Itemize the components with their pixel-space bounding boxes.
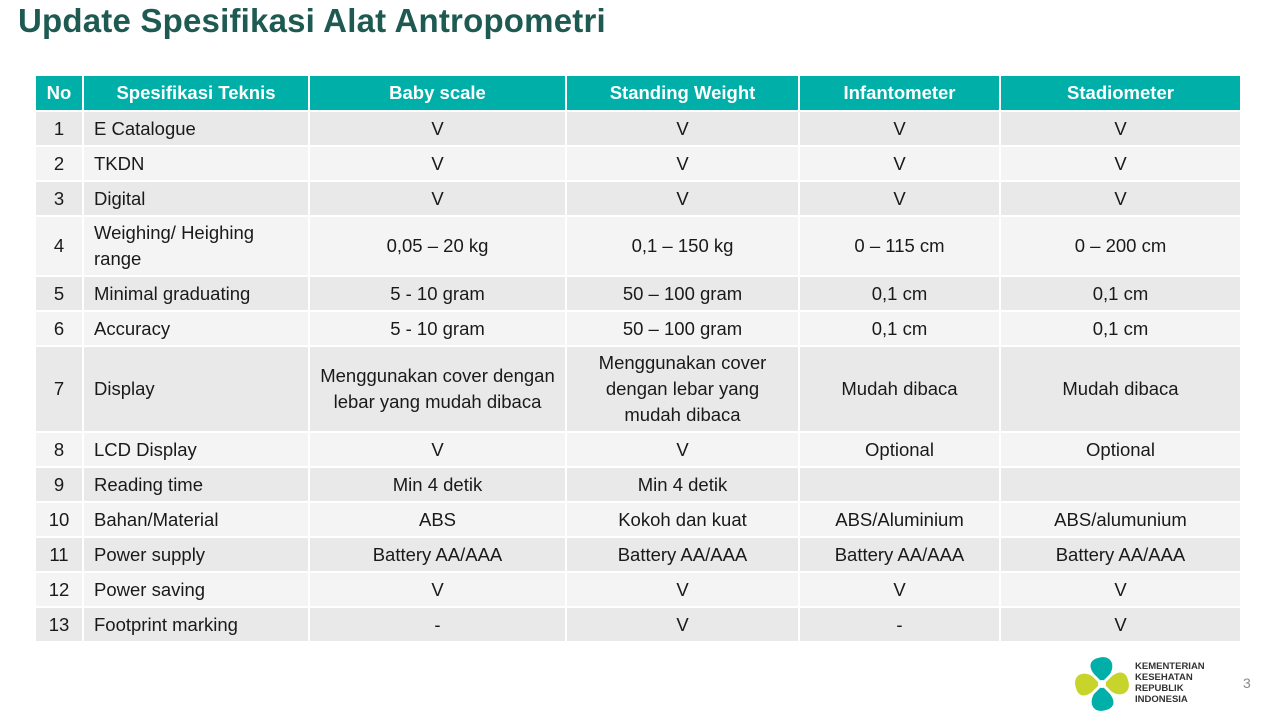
cell-baby-scale: Menggunakan cover dengan lebar yang mudah dibaca bbox=[309, 346, 566, 432]
table-row bbox=[36, 467, 1240, 502]
cell-baby-scale: V bbox=[309, 111, 566, 146]
table-row bbox=[36, 181, 1240, 216]
cell-stadiometer: Mudah dibaca bbox=[1000, 346, 1240, 432]
cell-stadiometer: V bbox=[1000, 181, 1240, 216]
cell-stadiometer: V bbox=[1000, 572, 1240, 607]
cell-infantometer bbox=[799, 467, 1000, 502]
cell-standing-weight: V bbox=[566, 181, 799, 216]
cell-infantometer: 0,1 cm bbox=[799, 276, 1000, 311]
cell-stadiometer: Battery AA/AAA bbox=[1000, 537, 1240, 572]
cell-spec: Power saving bbox=[83, 572, 309, 607]
table-row bbox=[36, 146, 1240, 181]
table-row bbox=[36, 432, 1240, 467]
cell-no: 9 bbox=[36, 467, 83, 502]
cell-spec: Footprint marking bbox=[83, 607, 309, 641]
cell-standing-weight: 0,1 – 150 kg bbox=[566, 216, 799, 276]
table-row bbox=[36, 572, 1240, 607]
logo-text: KEMENTERIAN KESEHATAN REPUBLIK INDONESIA bbox=[1135, 661, 1205, 705]
cell-standing-weight: V bbox=[566, 111, 799, 146]
cell-standing-weight: V bbox=[566, 572, 799, 607]
header-baby-scale: Baby scale bbox=[309, 76, 566, 111]
table-row bbox=[36, 607, 1240, 641]
cell-standing-weight: 50 – 100 gram bbox=[566, 276, 799, 311]
table-row bbox=[36, 537, 1240, 572]
cell-spec: Power supply bbox=[83, 537, 309, 572]
cell-no: 10 bbox=[36, 502, 83, 537]
cell-spec: Reading time bbox=[83, 467, 309, 502]
header-standing-weight: Standing Weight bbox=[566, 76, 799, 111]
table-row bbox=[36, 502, 1240, 537]
cell-spec: E Catalogue bbox=[83, 111, 309, 146]
cell-spec: Display bbox=[83, 346, 309, 432]
cell-baby-scale: 0,05 – 20 kg bbox=[309, 216, 566, 276]
cell-standing-weight: Min 4 detik bbox=[566, 467, 799, 502]
cell-infantometer: 0 – 115 cm bbox=[799, 216, 1000, 276]
table-row bbox=[36, 346, 1240, 432]
cell-no: 5 bbox=[36, 276, 83, 311]
header-infantometer: Infantometer bbox=[799, 76, 1000, 111]
cell-infantometer: - bbox=[799, 607, 1000, 641]
cell-stadiometer: V bbox=[1000, 607, 1240, 641]
table-header-row bbox=[36, 76, 1240, 111]
cell-baby-scale: 5 - 10 gram bbox=[309, 276, 566, 311]
page-number: 3 bbox=[1243, 675, 1251, 691]
cell-stadiometer: V bbox=[1000, 146, 1240, 181]
cell-stadiometer: ABS/alumunium bbox=[1000, 502, 1240, 537]
cell-stadiometer: V bbox=[1000, 111, 1240, 146]
cell-baby-scale: V bbox=[309, 146, 566, 181]
table-row bbox=[36, 311, 1240, 346]
cell-stadiometer: 0,1 cm bbox=[1000, 311, 1240, 346]
cell-no: 6 bbox=[36, 311, 83, 346]
cell-standing-weight: Kokoh dan kuat bbox=[566, 502, 799, 537]
table-row bbox=[36, 216, 1240, 276]
header-stadiometer: Stadiometer bbox=[1000, 76, 1240, 111]
cell-stadiometer bbox=[1000, 467, 1240, 502]
cell-no: 13 bbox=[36, 607, 83, 641]
cell-no: 8 bbox=[36, 432, 83, 467]
table-row bbox=[36, 276, 1240, 311]
cell-standing-weight: V bbox=[566, 432, 799, 467]
cell-stadiometer: Optional bbox=[1000, 432, 1240, 467]
spec-table bbox=[36, 76, 1240, 641]
cell-infantometer: V bbox=[799, 111, 1000, 146]
cell-spec: LCD Display bbox=[83, 432, 309, 467]
cell-baby-scale: Battery AA/AAA bbox=[309, 537, 566, 572]
cell-no: 1 bbox=[36, 111, 83, 146]
cell-spec: Bahan/Material bbox=[83, 502, 309, 537]
cell-baby-scale: V bbox=[309, 572, 566, 607]
cell-infantometer: 0,1 cm bbox=[799, 311, 1000, 346]
cell-spec: Digital bbox=[83, 181, 309, 216]
cell-stadiometer: 0 – 200 cm bbox=[1000, 216, 1240, 276]
cell-baby-scale: V bbox=[309, 432, 566, 467]
header-spesifikasi: Spesifikasi Teknis bbox=[83, 76, 309, 111]
cell-infantometer: V bbox=[799, 572, 1000, 607]
cell-no: 12 bbox=[36, 572, 83, 607]
cell-infantometer: Mudah dibaca bbox=[799, 346, 1000, 432]
cell-standing-weight: V bbox=[566, 146, 799, 181]
cell-spec: Weighing/ Heighing range bbox=[83, 216, 309, 276]
cell-no: 11 bbox=[36, 537, 83, 572]
header-no: No bbox=[36, 76, 83, 111]
cell-no: 4 bbox=[36, 216, 83, 276]
cell-standing-weight: Battery AA/AAA bbox=[566, 537, 799, 572]
page-title: Update Spesifikasi Alat Antropometri bbox=[18, 2, 606, 39]
cell-infantometer: V bbox=[799, 146, 1000, 181]
cell-baby-scale: Min 4 detik bbox=[309, 467, 566, 502]
cell-infantometer: Optional bbox=[799, 432, 1000, 467]
cell-spec: TKDN bbox=[83, 146, 309, 181]
cell-stadiometer: 0,1 cm bbox=[1000, 276, 1240, 311]
cell-standing-weight: V bbox=[566, 607, 799, 641]
cell-infantometer: Battery AA/AAA bbox=[799, 537, 1000, 572]
cell-standing-weight: Menggunakan cover dengan lebar yang mudah dibaca bbox=[566, 346, 799, 432]
cell-no: 7 bbox=[36, 346, 83, 432]
cell-baby-scale: ABS bbox=[309, 502, 566, 537]
cell-baby-scale: V bbox=[309, 181, 566, 216]
cell-standing-weight: 50 – 100 gram bbox=[566, 311, 799, 346]
cell-spec: Minimal graduating bbox=[83, 276, 309, 311]
cell-infantometer: V bbox=[799, 181, 1000, 216]
table-row bbox=[36, 111, 1240, 146]
cell-spec: Accuracy bbox=[83, 311, 309, 346]
cell-no: 3 bbox=[36, 181, 83, 216]
cell-no: 2 bbox=[36, 146, 83, 181]
cell-baby-scale: - bbox=[309, 607, 566, 641]
cell-baby-scale: 5 - 10 gram bbox=[309, 311, 566, 346]
cell-infantometer: ABS/Aluminium bbox=[799, 502, 1000, 537]
